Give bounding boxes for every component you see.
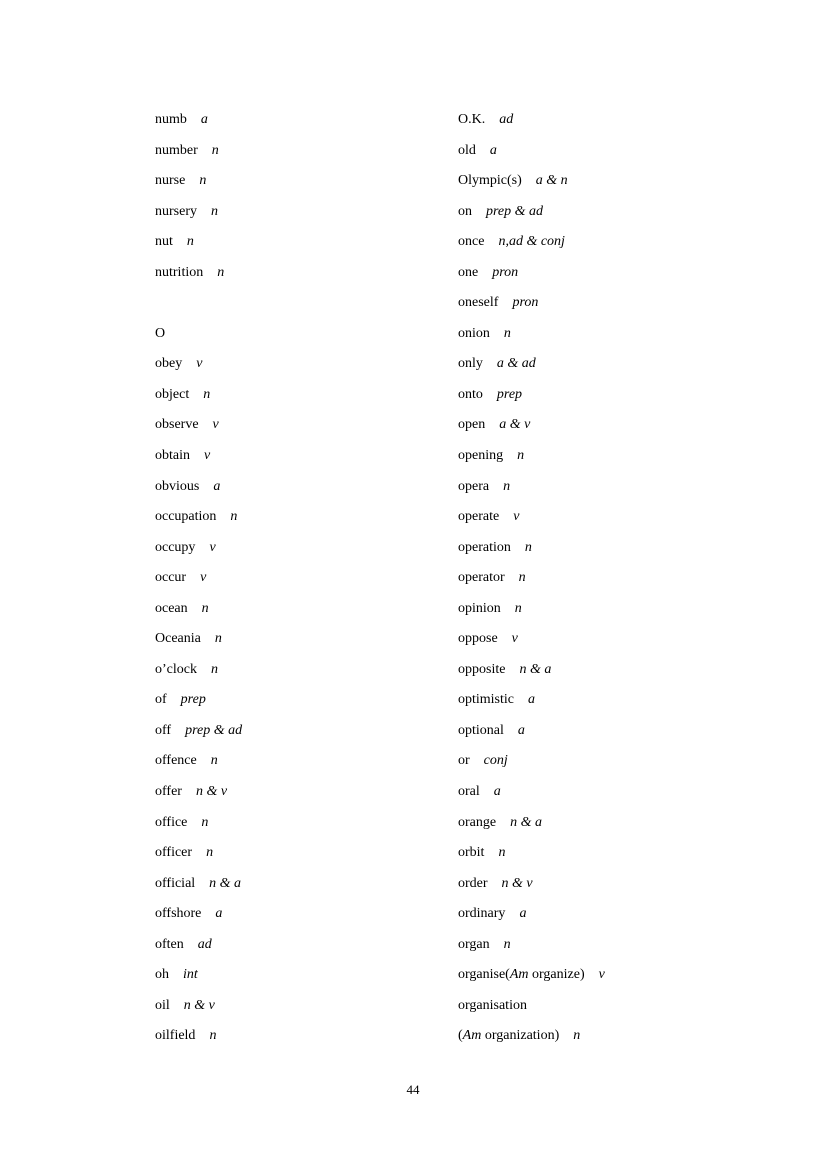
word-entry [155,843,242,874]
entry-word: object [155,386,190,402]
part-of-speech: n [211,142,219,158]
right-word-list [458,110,605,965]
word-entry [155,935,242,966]
word-entry [458,996,605,1027]
word-entry [155,415,242,446]
part-of-speech: n [514,600,522,616]
variant-label: Am [462,1028,482,1044]
entry-word: optimistic [458,692,514,708]
word-entry [458,935,605,966]
entry-word: official [155,875,196,891]
left-word-column [155,110,242,1057]
entry-word: Olympic(s) [458,173,522,189]
word-entry [155,293,242,324]
word-entry [155,660,242,691]
entry-word: often [155,936,184,952]
part-of-speech: n [214,631,222,647]
part-of-speech: ad [499,112,514,127]
word-entry [155,721,242,752]
entry-word: oneself [458,295,499,311]
entry-word: orbit [458,845,485,861]
part-of-speech: n [517,448,525,464]
entry-word: of [155,692,167,708]
entry-word: open [458,417,486,433]
entry-word: operation [458,539,511,555]
part-of-speech: n [201,814,209,830]
word-entry [155,874,242,905]
entry-word: O.K. [458,112,486,127]
word-entry [458,538,605,569]
word-entry [155,568,242,599]
entry-word: operate [458,509,500,525]
part-of-speech: a [528,692,535,708]
entry-word: oral [458,784,480,800]
word-entry [458,721,605,752]
entry-word: obey [155,356,183,372]
word-entry [155,263,242,294]
entry-word: offence [155,753,197,769]
entry-word: ordinary [458,906,506,922]
part-of-speech: a [215,906,223,922]
word-entry [458,965,605,996]
word-entry [155,110,242,141]
entry-word: office [155,814,188,830]
word-entry [458,843,605,874]
word-entry [458,385,605,416]
part-of-speech: prep & ad [486,203,544,219]
word-entry [155,751,242,782]
part-of-speech: a [519,906,527,922]
entry-word: oil [155,997,170,1013]
part-of-speech: n [217,264,225,280]
part-of-speech: n & v [183,997,215,1013]
part-of-speech: prep & ad [185,722,243,738]
word-entry [155,538,242,569]
entry-word: opposite [458,661,506,677]
part-of-speech: n [230,509,238,525]
word-entry [458,599,605,630]
word-entry [155,996,242,1027]
word-entry [458,141,605,172]
part-of-speech: v [513,509,520,525]
word-entry [155,690,242,721]
part-of-speech: a [489,142,497,158]
word-entry [155,904,242,935]
part-of-speech: n [518,570,526,586]
part-of-speech: n [524,539,532,555]
entry-word: onto [458,386,483,402]
entry-word: officer [155,845,193,861]
word-entry [458,782,605,813]
right-word-column [458,110,605,1057]
part-of-speech: a [493,784,501,800]
word-entry [155,202,242,233]
part-of-speech: a & n [535,173,568,189]
word-entry [155,232,242,263]
part-of-speech: n [503,936,511,952]
entry-word: occupy [155,539,196,555]
entry-word: ocean [155,600,188,616]
word-entry [458,813,605,844]
word-entry [155,385,242,416]
word-entry [155,629,242,660]
entry-word: occupation [155,509,217,525]
part-of-speech: n [199,173,207,189]
part-of-speech: n [573,1028,581,1044]
part-of-speech: pron [512,295,539,311]
word-entry [155,599,242,630]
word-entry [458,446,605,477]
word-entry [458,324,605,355]
word-entry [155,446,242,477]
part-of-speech: v [511,631,518,647]
part-of-speech: n & a [510,814,542,830]
page-number: 44 [406,1082,420,1097]
word-entry [155,477,242,508]
part-of-speech: a [213,478,221,494]
part-of-speech: n [201,600,209,616]
word-entry [458,690,605,721]
part-of-speech: n [503,478,511,494]
part-of-speech: a [517,722,525,738]
part-of-speech: n [209,1028,217,1044]
entry-word: orange [458,814,497,830]
entry-word: organ [458,936,490,952]
part-of-speech: a & ad [496,356,536,372]
part-of-speech: a & v [499,417,531,433]
word-entry [458,232,605,263]
entry-word: one [458,264,479,280]
word-entry [458,415,605,446]
part-of-speech: n [210,753,218,769]
part-of-speech: ad [197,936,212,952]
word-entry [155,813,242,844]
entry-word: off [155,722,172,738]
part-of-speech: prep [496,386,523,402]
part-of-speech: pron [492,264,519,280]
part-of-speech: prep [180,692,206,708]
entry-word: opinion [458,600,501,616]
entry-word: optional [458,722,504,738]
word-entry [458,354,605,385]
variant-label: Am [509,967,529,983]
word-entry [458,1026,605,1057]
word-entry [155,141,242,172]
word-entry [458,629,605,660]
entry-word: oh [155,967,169,983]
entry-word: old [458,142,476,158]
part-of-speech: n [498,845,506,861]
entry-word: nurse [155,173,186,189]
entry-word: observe [155,417,199,433]
word-entry [458,568,605,599]
entry-word: opera [458,478,490,494]
word-entry [458,751,605,782]
part-of-speech: n [210,661,218,677]
open-paren: ( [458,1028,463,1044]
part-of-speech: n,ad & conj [498,234,565,250]
entry-word: oilfield [155,1028,196,1044]
word-entry [458,293,605,324]
entry-word: obtain [155,448,190,464]
word-entry [458,110,605,141]
entry-word: opening [458,448,504,464]
entry-word: offer [155,784,182,800]
entry-word: nursery [155,203,197,219]
word-entry [458,660,605,691]
part-of-speech: n [503,325,511,341]
part-of-speech: v [196,356,203,372]
entry-word: number [155,142,198,158]
variant-word: organize) [528,967,585,983]
entry-word: organise( [458,967,510,983]
entry-word: on [458,203,472,219]
entry-word: operator [458,570,505,586]
word-entry [458,202,605,233]
entry-word: only [458,356,483,372]
entry-word: offshore [155,906,202,922]
word-entry [458,904,605,935]
word-entry [458,507,605,538]
entry-word: occur [155,570,187,586]
part-of-speech: n & a [519,661,552,677]
entry-word: onion [458,325,490,341]
variant-word: organization) [481,1028,560,1044]
part-of-speech: n & a [209,875,242,891]
entry-word: once [458,234,485,250]
part-of-speech: conj [483,753,508,769]
part-of-speech: n & v [195,784,228,800]
part-of-speech: int [183,967,198,983]
entry-word: nutrition [155,264,204,280]
part-of-speech: n & v [501,875,533,891]
entry-word: or [458,753,470,769]
word-entry [155,1026,242,1057]
word-entry [155,507,242,538]
word-entry [458,477,605,508]
word-entry [458,263,605,294]
word-entry [155,354,242,385]
part-of-speech: v [200,570,207,586]
part-of-speech: v [204,448,211,464]
entry-word: Oceania [155,631,201,647]
entry-word: nut [155,234,173,250]
part-of-speech: n [186,234,194,250]
part-of-speech: v [209,539,216,555]
word-entry [155,324,242,355]
word-entry [458,171,605,202]
part-of-speech: n [203,386,211,402]
part-of-speech: v [212,417,219,433]
part-of-speech: v [598,967,605,983]
entry-word: oppose [458,631,498,647]
entry-word: obvious [155,478,200,494]
word-entry [458,874,605,905]
entry-word: o’clock [155,661,197,677]
part-of-speech: n [211,203,218,219]
part-of-speech: n [206,845,214,861]
entry-word: O [155,325,166,341]
entry-word: order [458,875,488,891]
word-entry [155,965,242,996]
word-entry [155,782,242,813]
entry-word: numb [155,112,187,127]
word-entry [155,171,242,202]
part-of-speech: a [200,112,208,127]
entry-word: organisation [458,997,527,1013]
